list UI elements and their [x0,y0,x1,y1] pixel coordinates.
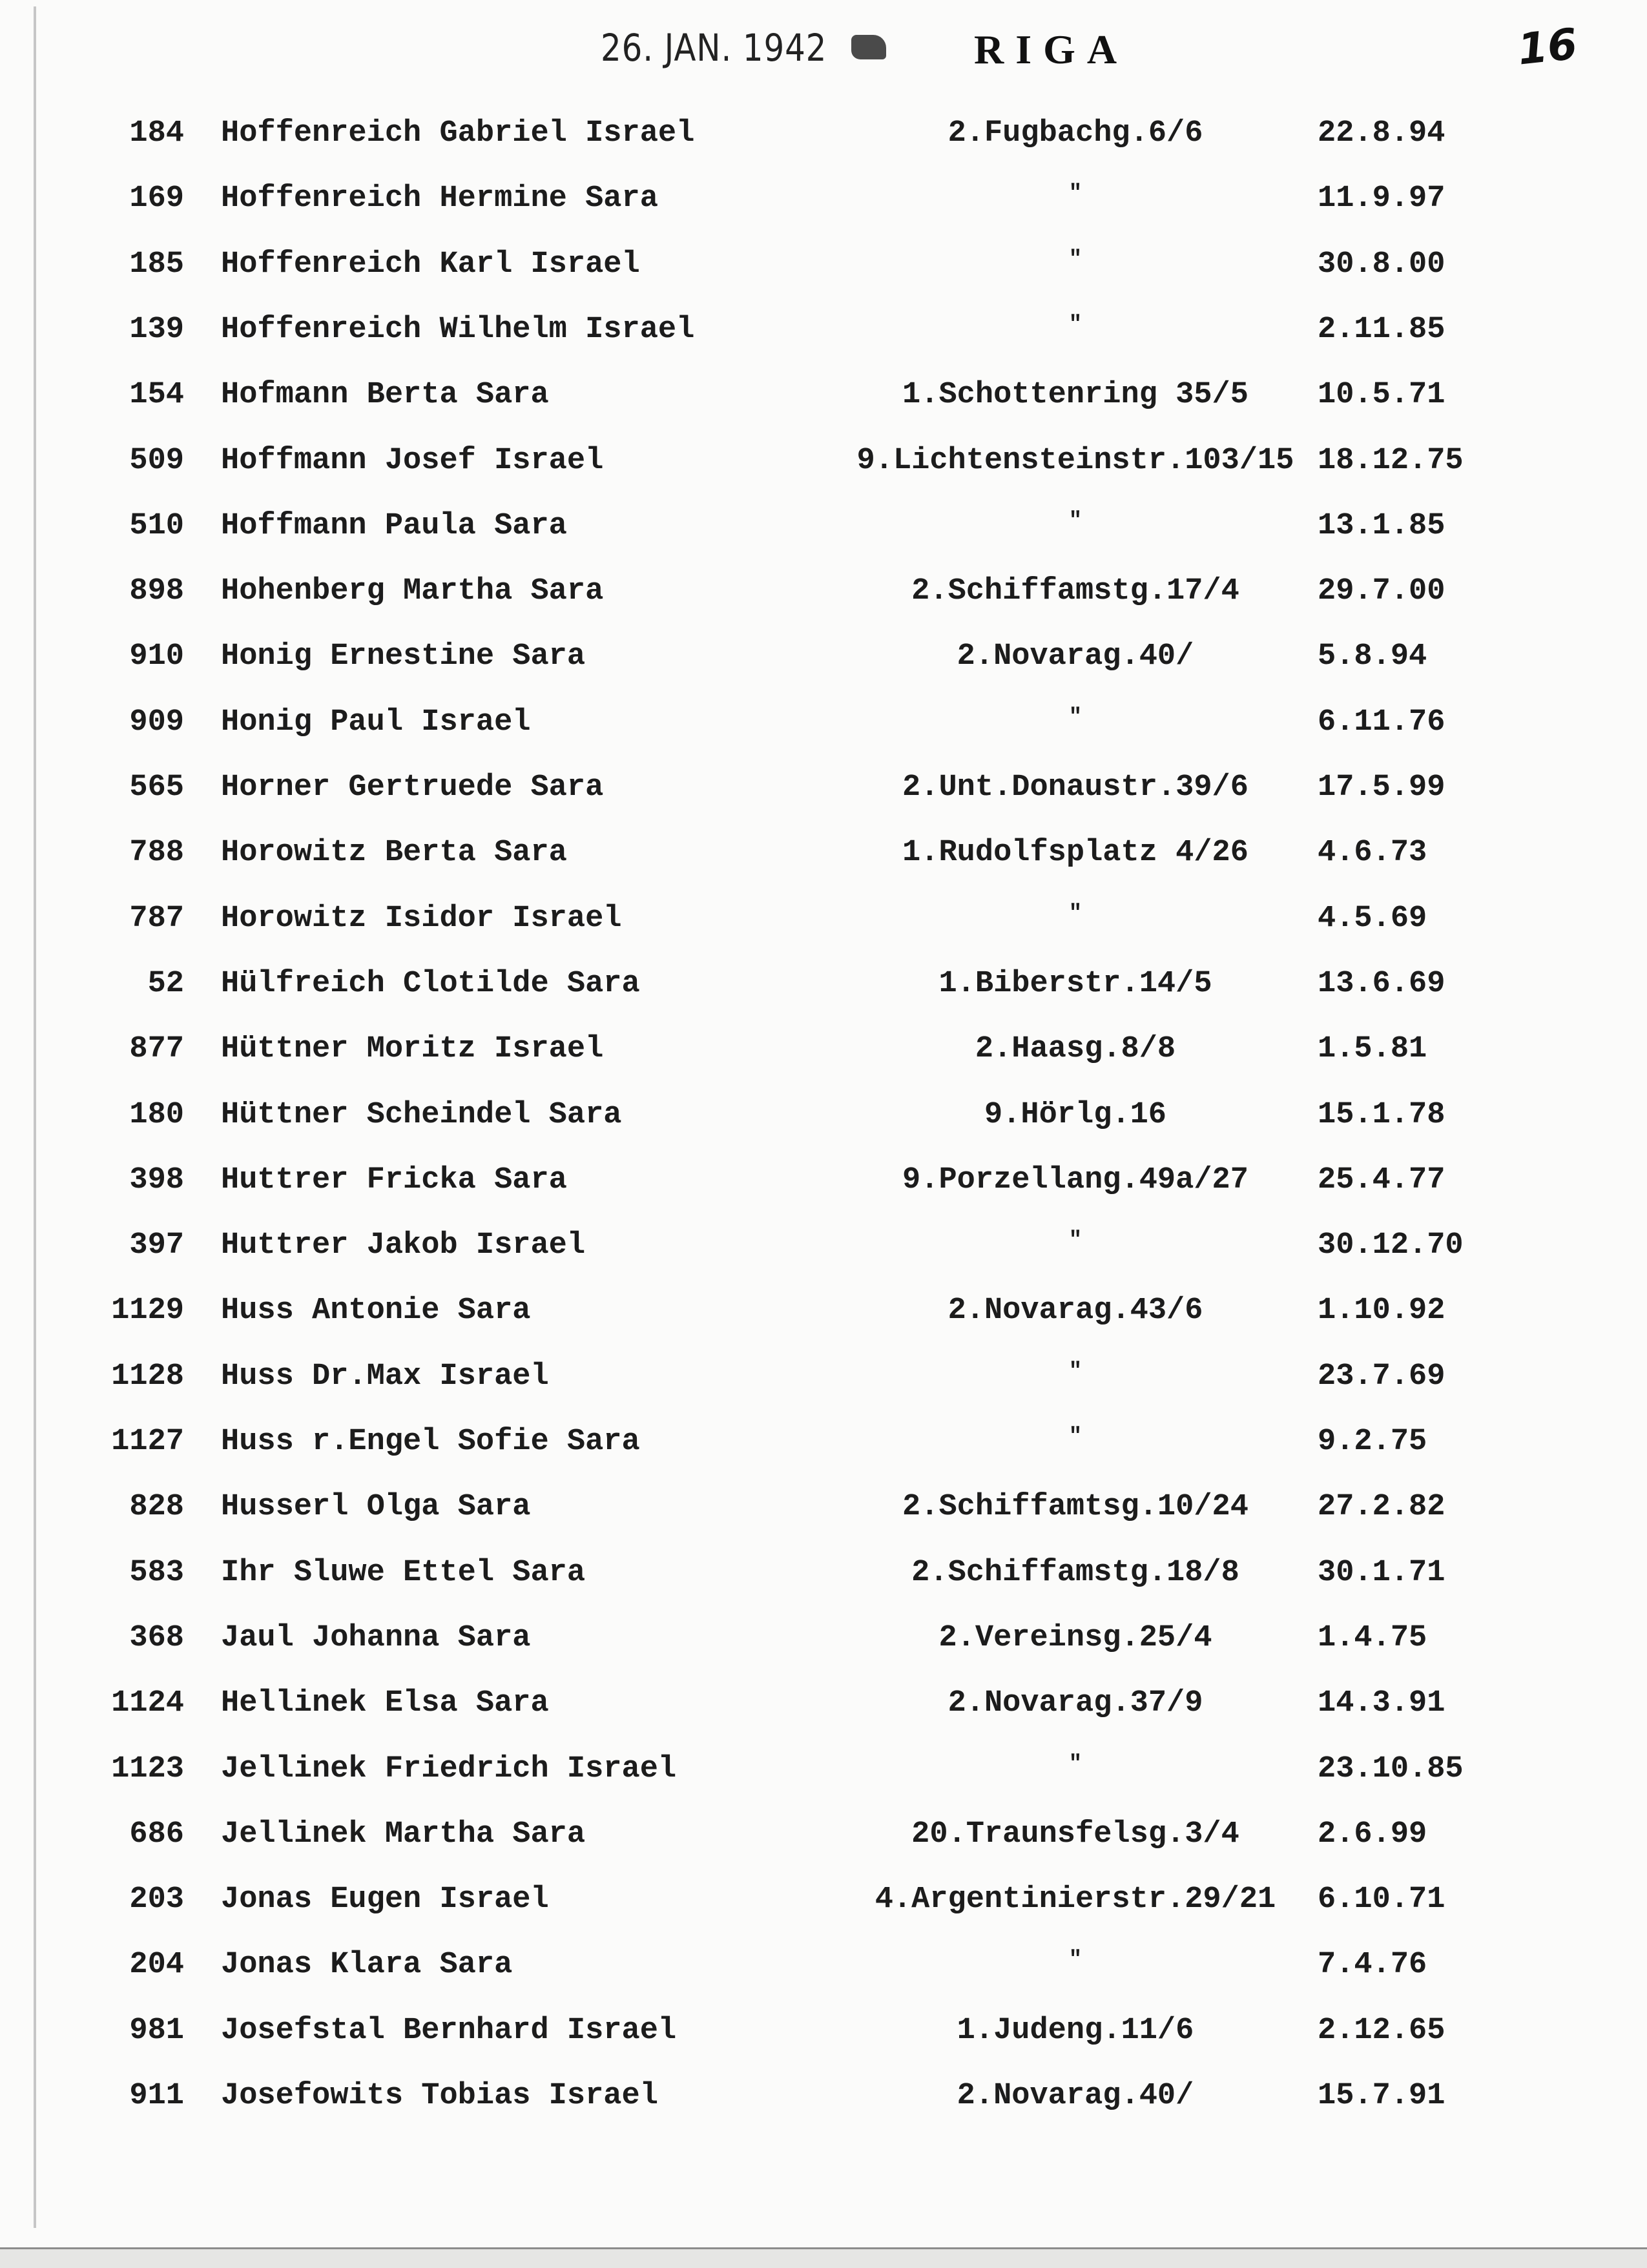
entry-number: 1128 [111,1359,184,1394]
entry-birth-date: 1.5.81 [1318,1032,1427,1067]
entry-name: Huss Dr.Max Israel [221,1359,549,1394]
entry-birth-date: 29.7.00 [1318,574,1445,609]
entry-number: 509 [129,443,184,478]
entry-address: " [1068,312,1082,337]
entry-address: " [1068,1948,1082,1973]
list-item [0,1490,1647,1535]
entry-birth-date: 15.1.78 [1318,1097,1445,1132]
entry-birth-date: 13.1.85 [1318,508,1445,543]
entry-address: 2.Unt.Donaustr.39/6 [902,770,1248,805]
entry-birth-date: 13.6.69 [1318,966,1445,1001]
entry-birth-date: 30.1.71 [1318,1555,1445,1590]
entry-address: 2.Novarag.37/9 [948,1686,1203,1721]
entry-name: Huss Antonie Sara [221,1294,531,1328]
entry-birth-date: 25.4.77 [1318,1162,1445,1197]
entry-number: 686 [129,1817,184,1851]
entry-name: Jaul Johanna Sara [221,1620,531,1655]
entry-address: 9.Porzellang.49a/27 [902,1162,1248,1197]
entry-name: Hoffenreich Wilhelm Israel [221,312,695,347]
entry-name: Hüttner Moritz Israel [221,1032,604,1067]
entry-number: 787 [129,901,184,936]
entry-number: 203 [129,1882,184,1917]
entry-name: Honig Paul Israel [221,705,531,739]
list-item [0,378,1647,423]
entry-name: Josefowits Tobias Israel [221,2079,658,2113]
entry-number: 828 [129,1490,184,1525]
list-item [0,1425,1647,1470]
entry-address: 2.Novarag.43/6 [948,1294,1203,1328]
list-item [0,902,1647,947]
list-item [0,1294,1647,1339]
entry-address: 2.Novarag.40/ [957,2079,1194,2113]
entry-number: 154 [129,378,184,413]
entry-name: Ihr Sluwe Ettel Sara [221,1555,586,1590]
entry-birth-date: 18.12.75 [1318,443,1464,478]
entry-birth-date: 9.2.75 [1318,1425,1427,1459]
list-item [0,1098,1647,1143]
list-item [0,2014,1647,2059]
entry-number: 911 [129,2079,184,2113]
entry-name: Josefstal Bernhard Israel [221,2013,677,2048]
entry-name: Hüttner Scheindel Sara [221,1097,622,1132]
entry-birth-date: 23.7.69 [1318,1359,1445,1394]
list-item [0,1163,1647,1208]
entry-birth-date: 10.5.71 [1318,378,1445,413]
entry-number: 583 [129,1555,184,1590]
entry-number: 397 [129,1228,184,1263]
entry-birth-date: 4.5.69 [1318,901,1427,936]
entry-birth-date: 14.3.91 [1318,1686,1445,1721]
city-heading: RIGA [974,26,1129,72]
entry-address: 20.Traunsfelsg.3/4 [911,1817,1239,1851]
entry-birth-date: 11.9.97 [1318,181,1445,216]
entry-address: " [1068,1359,1082,1384]
list-item [0,1359,1647,1405]
list-item [0,1948,1647,1993]
list-item [0,247,1647,293]
entry-address: " [1068,1751,1082,1777]
entry-address: 1.Rudolfsplatz 4/26 [902,836,1248,871]
entry-birth-date: 2.12.65 [1318,2013,1445,2048]
entry-address: 9.Hörlg.16 [984,1097,1167,1132]
list-item [0,1032,1647,1077]
entry-name: Husserl Olga Sara [221,1490,531,1525]
entry-number: 877 [129,1032,184,1067]
entry-birth-date: 4.6.73 [1318,836,1427,871]
entry-birth-date: 2.11.85 [1318,312,1445,347]
entry-address: 9.Lichtensteinstr.103/15 [856,443,1294,478]
entry-name: Horner Gertruede Sara [221,770,604,805]
entry-address: 2.Fugbachg.6/6 [948,116,1203,150]
entry-name: Hofmann Berta Sara [221,378,549,413]
date-stamp: 26. JAN. 1942 [601,26,827,70]
entry-number: 185 [129,247,184,282]
entry-name: Hoffmann Josef Israel [221,443,604,478]
entry-name: Jellinek Friedrich Israel [221,1751,677,1786]
entry-birth-date: 23.10.85 [1318,1751,1464,1786]
entry-name: Horowitz Isidor Israel [221,901,622,936]
list-item [0,116,1647,161]
entry-address: " [1068,1228,1082,1253]
entry-address: 1.Schottenring 35/5 [902,378,1248,413]
entry-number: 184 [129,116,184,150]
entry-number: 1124 [111,1686,184,1721]
entry-number: 169 [129,181,184,216]
list-item [0,836,1647,881]
entry-address: " [1068,247,1082,272]
entry-name: Jonas Klara Sara [221,1948,513,1983]
entry-birth-date: 30.12.70 [1318,1228,1464,1263]
entry-number: 368 [129,1620,184,1655]
entry-birth-date: 6.11.76 [1318,705,1445,739]
entry-number: 52 [147,966,184,1001]
entry-address: " [1068,901,1082,926]
page-number: 16 [1515,19,1580,75]
entry-number: 1127 [111,1425,184,1459]
entry-birth-date: 1.10.92 [1318,1294,1445,1328]
entry-name: Hoffmann Paula Sara [221,508,567,543]
bottom-page-edge [0,2247,1647,2268]
entry-address: 1.Biberstr.14/5 [938,966,1212,1001]
entry-number: 898 [129,574,184,609]
entry-birth-date: 5.8.94 [1318,639,1427,674]
entry-address: 2.Haasg.8/8 [975,1032,1176,1067]
list-item [0,574,1647,619]
entry-birth-date: 1.4.75 [1318,1620,1427,1655]
entry-name: Huttrer Jakob Israel [221,1228,586,1263]
entry-name: Hülfreich Clotilde Sara [221,966,640,1001]
entry-address: 4.Argentinierstr.29/21 [875,1882,1276,1917]
list-item [0,1556,1647,1601]
list-item [0,1882,1647,1928]
entry-birth-date: 30.8.00 [1318,247,1445,282]
entry-birth-date: 6.10.71 [1318,1882,1445,1917]
entry-address: 2.Schiffamstg.18/8 [911,1555,1239,1590]
list-item [0,181,1647,227]
list-item [0,639,1647,685]
entry-name: Hellinek Elsa Sara [221,1686,549,1721]
entry-number: 1129 [111,1294,184,1328]
entry-number: 139 [129,312,184,347]
entry-address: " [1068,508,1082,533]
list-item [0,1752,1647,1797]
list-item [0,770,1647,816]
entry-number: 398 [129,1162,184,1197]
entry-birth-date: 17.5.99 [1318,770,1445,805]
entry-number: 909 [129,705,184,739]
entry-birth-date: 27.2.82 [1318,1490,1445,1525]
entry-number: 788 [129,836,184,871]
list-item [0,1228,1647,1273]
entry-number: 981 [129,2013,184,2048]
entry-birth-date: 2.6.99 [1318,1817,1427,1851]
entry-number: 1123 [111,1751,184,1786]
entry-address: 2.Schiffamstg.17/4 [911,574,1239,609]
entry-address: " [1068,181,1082,207]
entry-address: " [1068,705,1082,730]
entry-name: Horowitz Berta Sara [221,836,567,871]
entry-birth-date: 15.7.91 [1318,2079,1445,2113]
entry-address: " [1068,1425,1082,1449]
entry-birth-date: 22.8.94 [1318,116,1445,150]
entry-name: Huttrer Fricka Sara [221,1162,567,1197]
list-item [0,509,1647,554]
entry-name: Honig Ernestine Sara [221,639,586,674]
entry-name: Hoffenreich Hermine Sara [221,181,658,216]
entry-address: 2.Schiffamtsg.10/24 [902,1490,1248,1525]
list-item [0,967,1647,1012]
list-item [0,1817,1647,1862]
entry-address: 1.Judeng.11/6 [957,2013,1194,2048]
entry-birth-date: 7.4.76 [1318,1948,1427,1983]
list-item [0,313,1647,358]
list-item [0,2079,1647,2124]
entry-name: Jellinek Martha Sara [221,1817,586,1851]
entry-number: 565 [129,770,184,805]
entry-name: Jonas Eugen Israel [221,1882,549,1917]
entry-name: Huss r.Engel Sofie Sara [221,1425,640,1459]
list-item [0,1686,1647,1731]
entry-number: 510 [129,508,184,543]
list-item [0,705,1647,750]
entry-number: 204 [129,1948,184,1983]
entry-address: 2.Vereinsg.25/4 [938,1620,1212,1655]
entry-number: 910 [129,639,184,674]
ink-smudge [851,35,886,59]
entry-name: Hoffenreich Gabriel Israel [221,116,695,150]
list-item [0,1621,1647,1666]
entry-number: 180 [129,1097,184,1132]
list-item [0,444,1647,489]
entry-name: Hohenberg Martha Sara [221,574,604,609]
entry-name: Hoffenreich Karl Israel [221,247,640,282]
entry-address: 2.Novarag.40/ [957,639,1194,674]
